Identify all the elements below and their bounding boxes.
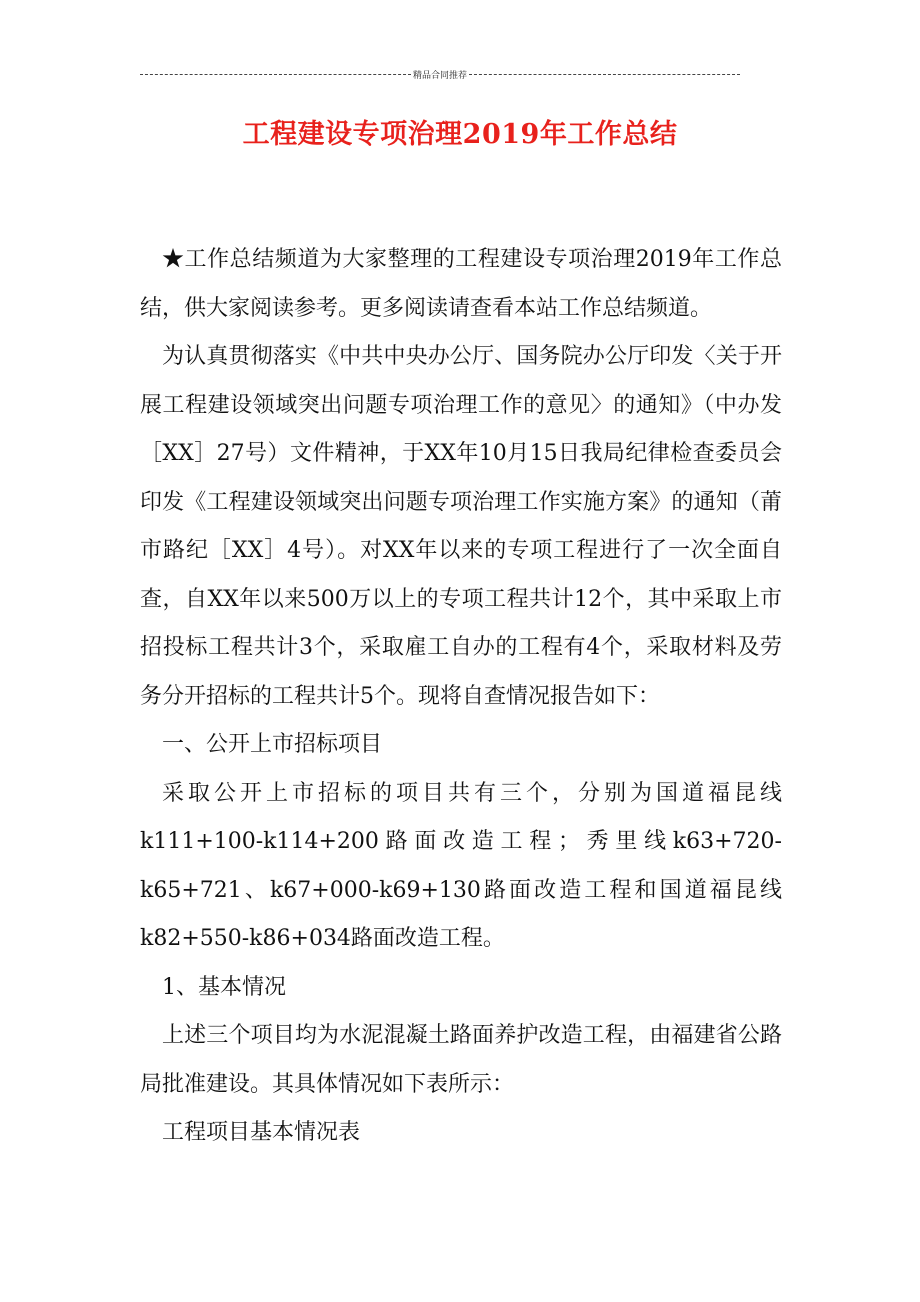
- header-dash-left: [140, 74, 411, 75]
- intro-paragraph: ★工作总结频道为大家整理的工程建设专项治理2019年工作总结，供大家阅读参考。更多阅读请查看本站工作总结频道。: [140, 247, 782, 321]
- subsection-heading-1: 1、基本情况: [162, 974, 286, 1000]
- table-caption: 工程项目基本情况表: [162, 1120, 361, 1145]
- header-rule: [140, 66, 740, 82]
- document-title: 工程建设专项治理2019年工作总结: [242, 119, 678, 150]
- section-heading-1: 一、公开上市招标项目: [162, 732, 383, 757]
- header-label: 精品合同推荐: [413, 70, 468, 81]
- subsection-1-paragraph: 上述三个项目均为水泥混凝土路面养护改造工程，由福建省公路局批准建设。其具体情况如下表所示：: [140, 1023, 782, 1097]
- document-body: [140, 236, 782, 1158]
- section-1-paragraph: 采取公开上市招标的项目共有三个，分别为国道福昆线k111+100-k114+200路面改造工程；秀里线k63+720-k65+721、k67+000-k69+130路面改造工程和国道福昆线k82+550-k86+034路面改造工程。: [140, 780, 782, 951]
- background-paragraph: 为认真贯彻落实《中共中央办公厅、国务院办公厅印发〈关于开展工程建设领域突出问题专项治理工作的意见〉的通知》（中办发［XX］27号）文件精神，于XX年10月15日我局纪律检查委员会印发《工程建设领域突出问题专项治理工作实施方案》的通知（莆市路纪［XX］4号）。对XX年以来的专项工程进行了一次全面自查，自XX年以来500万以上的专项工程共计12个，其中采取上市招投标工程共计3个，采取雇工自办的工程有4个，采取材料及劳务分开招标的工程共计5个。现将自查情况报告如下：: [140, 344, 782, 709]
- header-dash-right: [469, 74, 740, 75]
